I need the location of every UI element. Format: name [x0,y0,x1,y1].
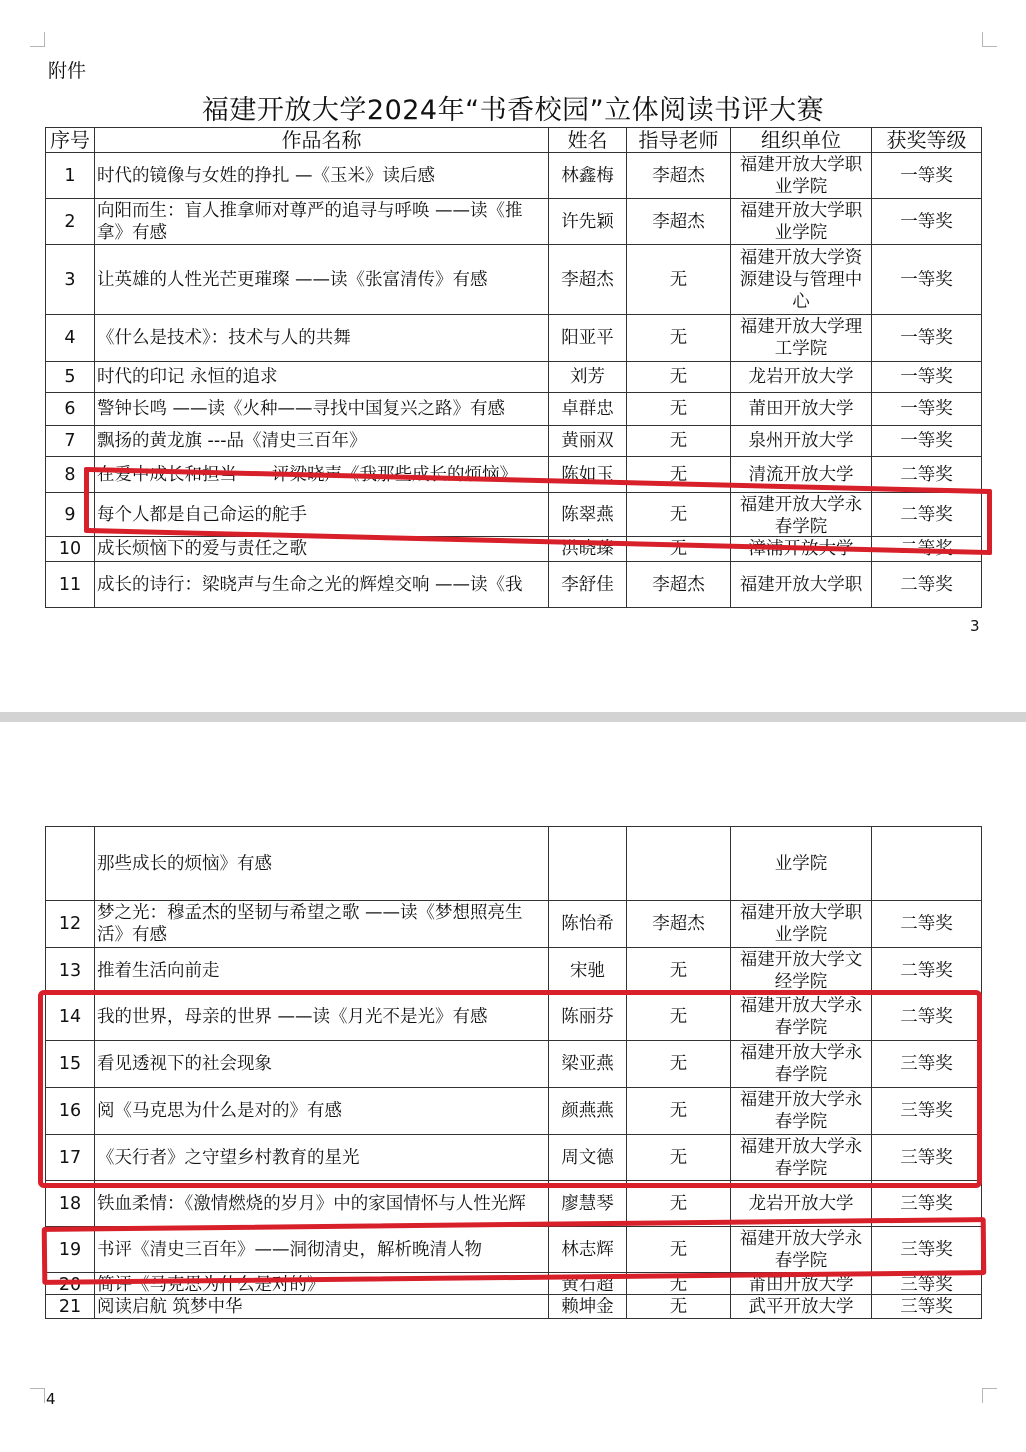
row-number [46,362,95,393]
table-row [46,362,982,393]
advisor-name-text: 无 [669,1007,688,1027]
award-level-text: 一等奖 [900,211,953,232]
row-number [46,245,95,315]
award-level-text: 二等奖 [900,914,953,934]
header-work: 作品名称 [95,128,549,153]
work-title [95,362,549,393]
organization-text: 清流开放大学 [748,464,854,485]
advisor-name [627,393,731,426]
award-level-text: 一等奖 [900,165,953,186]
row-number-text: 3 [64,269,76,290]
work-title [95,1295,549,1319]
advisor-name-text: 无 [669,1296,688,1317]
author-name-text: 颜燕燕 [561,1101,614,1121]
award-level-text: 二等奖 [900,574,953,595]
work-title-text: 阅《马克思为什么是对的》有感 [97,1101,342,1121]
work-title-text: 《什么是技术》：技术与人的共舞 [97,328,351,348]
organization [731,1295,872,1319]
award-level-text: 二等奖 [900,539,953,559]
organization-text: 龙岩开放大学 [748,367,854,387]
advisor-name-text: 无 [669,367,688,387]
row-number [46,948,95,994]
red-highlight-box [42,1217,987,1285]
red-highlight-box [38,990,982,1188]
award-level [872,426,982,457]
work-title-text: 我的世界，母亲的世界 ——读《月光不是光》有感 [97,1007,488,1027]
document-page-1 [0,0,1026,712]
advisor-name-text: 无 [669,1147,688,1168]
award-level-text: 二等奖 [900,1007,953,1027]
table-row [46,948,982,994]
page-separator [0,712,1026,722]
advisor-name-text: 无 [669,960,688,981]
author-name [549,1295,627,1319]
organization-text: 福建开放大学职业学院 [739,903,863,945]
organization-text: 福建开放大学文经学院 [739,949,863,992]
organization [731,362,872,393]
author-name-text: 宋驰 [570,960,605,981]
row-number-text: 11 [58,574,82,595]
row-number [46,562,95,608]
table-row [46,426,982,457]
row-number [46,827,95,901]
row-number-text: 10 [58,539,82,559]
work-title [95,245,549,315]
award-level [872,245,982,315]
advisor-name-text: 李超杰 [652,914,705,934]
work-title-text: 时代的印记 永恒的追求 [97,367,278,387]
award-level-text: 一等奖 [900,399,953,419]
advisor-name-text: 无 [669,269,688,290]
row-number-text: 9 [64,504,76,525]
organization [731,901,872,948]
organization-text: 龙岩开放大学 [748,1193,854,1214]
author-name [549,426,627,457]
row-number-text: 1 [64,165,76,186]
organization-text: 福建开放大学理工学院 [739,317,863,359]
organization-text: 莆田开放大学 [748,399,854,419]
table-row [46,562,982,608]
work-title-text: 时代的镜像与女姓的挣扎 —《玉米》读后感 [97,165,436,186]
advisor-name-text: 无 [669,464,688,485]
award-level-text: 三等奖 [900,1239,953,1260]
row-number-text: 7 [64,431,76,451]
award-level-text: 三等奖 [900,1296,953,1317]
award-level-text: 二等奖 [900,504,953,525]
author-name [549,315,627,362]
author-name [549,362,627,393]
work-title-text: 看见透视下的社会现象 [97,1054,272,1074]
table-row [46,199,982,245]
advisor-name-text: 李超杰 [652,211,705,232]
header-award: 获奖等级 [872,128,982,153]
author-name-text: 黄石超 [561,1274,614,1294]
award-level-text: 一等奖 [900,328,953,348]
row-number [46,426,95,457]
crop-mark [30,32,45,47]
advisor-name-text: 无 [669,539,688,559]
work-title-text: 简评《马克思为什么是对的》 [97,1274,325,1294]
award-level [872,901,982,948]
award-level-text: 三等奖 [900,1274,953,1294]
author-name [549,562,627,608]
header-teacher: 指导老师 [627,128,731,153]
author-name-text: 陈丽芬 [561,1007,614,1027]
award-level-text: 二等奖 [900,464,953,485]
award-level [872,1295,982,1319]
author-name [549,901,627,948]
organization-text: 福建开放大学资源建设与管理中心 [739,247,863,312]
organization-text: 福建开放大学永春学院 [739,1043,863,1085]
author-name-text: 廖慧琴 [561,1193,614,1214]
author-name-text: 卓群忠 [561,399,614,419]
author-name-text: 陈怡希 [561,914,614,934]
row-number [46,315,95,362]
author-name-text: 李超杰 [561,269,614,290]
author-name [549,245,627,315]
work-title-text: 铁血柔情：《激情燃烧的岁月》中的家国情怀与人性光辉 [97,1193,526,1214]
author-name-text: 阳亚平 [561,328,614,348]
row-number-text: 5 [64,367,76,387]
advisor-name-text: 无 [669,1054,688,1074]
advisor-name-text: 无 [669,1101,688,1121]
work-title [95,426,549,457]
advisor-name [627,426,731,457]
advisor-name [627,827,731,901]
author-name-text: 黄丽双 [561,431,614,451]
award-level [872,827,982,901]
award-level [872,199,982,245]
author-name-text: 赖坤金 [561,1296,614,1317]
table-header-row [46,128,982,153]
table-row [46,315,982,362]
advisor-name [627,362,731,393]
author-name-text: 洪晓臻 [561,539,614,559]
row-number [46,537,95,562]
work-title [95,315,549,362]
crop-mark [982,1388,997,1403]
work-title-text: 警钟长鸣 ——读《火种——寻找中国复兴之路》有感 [97,399,506,419]
organization-text: 福建开放大学永春学院 [739,1228,863,1271]
organization [731,948,872,994]
table-row [46,393,982,426]
award-level-text: 三等奖 [900,1101,953,1121]
author-name-text: 林志辉 [561,1239,614,1260]
author-name-text: 梁亚燕 [561,1054,614,1074]
author-name-text: 李舒佳 [561,574,614,595]
award-level [872,562,982,608]
advisor-name-text: 无 [669,1239,688,1260]
advisor-name-text: 无 [669,399,688,419]
award-level-text: 一等奖 [900,269,953,290]
work-title-text: 成长的诗行：梁晓声与生命之光的辉煌交响 ——读《我 [97,574,523,595]
organization-text: 漳浦开放大学 [748,539,854,559]
advisor-name [627,245,731,315]
row-number [46,901,95,948]
award-level-text: 一等奖 [900,367,953,387]
work-title-text: 梦之光：穆孟杰的坚韧与希望之歌 ——读《梦想照亮生活》有感 [97,903,523,945]
author-name-text: 许先颖 [561,211,614,232]
row-number [46,1295,95,1319]
row-number-text: 2 [64,211,76,232]
advisor-name-text: 无 [669,1193,688,1214]
advisor-name [627,562,731,608]
work-title-text: 成长烦恼下的爱与责任之歌 [97,539,307,559]
organization-text: 莆田开放大学 [748,1274,854,1294]
work-title [95,199,549,245]
row-number-text: 4 [64,328,76,348]
organization-text: 福建开放大学职业学院 [739,154,863,197]
row-number-text: 8 [64,464,76,485]
award-level [872,362,982,393]
advisor-name [627,901,731,948]
table-row [46,901,982,948]
page-number: 3 [970,617,980,635]
organization-text: 泉州开放大学 [748,431,854,451]
row-number-text: 12 [58,914,82,934]
organization [731,426,872,457]
organization-text: 福建开放大学永春学院 [739,1090,863,1132]
header-name: 姓名 [549,128,627,153]
author-name [549,393,627,426]
organization-text: 业学院 [774,853,828,874]
page-number: 4 [46,1390,56,1408]
advisor-name [627,948,731,994]
award-level [872,315,982,362]
work-title-text: 向阳而生：盲人推拿师对尊严的追寻与呼唤 ——读《推拿》有感 [97,200,523,243]
award-level [872,393,982,426]
advisor-name-text: 李超杰 [652,574,705,595]
work-title [95,901,549,948]
advisor-name-text: 无 [669,1274,688,1294]
table-row [46,153,982,199]
work-title-text: 那些成长的烦恼》有感 [97,853,272,874]
row-number-text: 13 [58,960,82,981]
row-number-text: 17 [58,1147,82,1168]
author-name [549,153,627,199]
advisor-name-text: 无 [669,431,688,451]
organization [731,245,872,315]
advisor-name [627,315,731,362]
author-name-text: 陈翠燕 [561,504,614,525]
work-title-text: 每个人都是自己命运的舵手 [97,504,307,525]
award-level-text: 三等奖 [900,1147,953,1168]
crop-mark [30,1388,45,1403]
organization-text: 福建开放大学永春学院 [739,996,863,1038]
row-number-text: 20 [58,1274,82,1294]
award-level-text: 二等奖 [900,960,953,981]
award-level-text: 三等奖 [900,1193,953,1214]
advisor-name [627,199,731,245]
organization [731,393,872,426]
work-title [95,562,549,608]
advisor-name-text: 无 [669,328,688,348]
organization-text: 福建开放大学永春学院 [739,494,863,536]
row-number-text: 6 [64,399,76,419]
work-title [95,393,549,426]
row-number [46,199,95,245]
row-number [46,393,95,426]
work-title-text: 书评《清史三百年》——洞彻清史，解析晚清人物 [97,1239,482,1260]
table-row [46,245,982,315]
advisor-name-text: 无 [669,504,688,525]
row-number-text: 21 [58,1296,82,1317]
award-level [872,948,982,994]
advisor-name-text: 李超杰 [652,165,705,186]
author-name-text: 刘芳 [570,367,605,387]
organization-text: 福建开放大学永春学院 [739,1136,863,1179]
work-title-text: 让英雄的人性光芒更璀璨 ——读《张富清传》有感 [97,269,488,290]
work-title-text: 阅读启航 筑梦中华 [97,1296,243,1317]
organization-text: 福建开放大学职 [739,574,863,595]
row-number [46,153,95,199]
organization [731,153,872,199]
work-title [95,153,549,199]
award-level-text: 三等奖 [900,1054,953,1074]
row-number-text: 16 [58,1101,82,1121]
organization [731,562,872,608]
organization-text: 福建开放大学职业学院 [739,200,863,243]
author-name [549,948,627,994]
work-title [95,948,549,994]
row-number-text: 18 [58,1193,82,1214]
document-title: 福建开放大学2024年“书香校园”立体阅读书评大赛 [201,95,825,126]
row-number-text: 14 [58,1007,82,1027]
advisor-name [627,153,731,199]
work-title [95,827,549,901]
advisor-name [627,1295,731,1319]
author-name-text: 周文德 [561,1147,614,1168]
row-number-text: 19 [58,1239,82,1260]
organization [731,199,872,245]
work-title-text: 《天行者》之守望乡村教育的星光 [97,1147,360,1168]
document-page-2 [0,722,1026,1452]
row-number-text: 15 [58,1054,82,1074]
header-no: 序号 [46,128,95,153]
organization [731,827,872,901]
author-name [549,199,627,245]
attachment-label: 附件 [48,60,87,82]
organization [731,315,872,362]
organization-text: 武平开放大学 [748,1296,854,1317]
award-level [872,153,982,199]
crop-mark [982,32,997,47]
work-title-text: 飘扬的黄龙旗 ---品《清史三百年》 [97,431,367,451]
author-name [549,827,627,901]
table-row [46,827,982,901]
work-title-text: 在爱中成长和担当——评梁晓声《我那些成长的烦恼》 [97,464,517,485]
award-level-text: 一等奖 [900,431,953,451]
table-row [46,1295,982,1319]
work-title-text: 推着生活向前走 [97,960,220,981]
author-name-text: 陈如玉 [561,464,614,485]
author-name-text: 林鑫梅 [561,165,614,186]
header-org: 组织单位 [731,128,872,153]
